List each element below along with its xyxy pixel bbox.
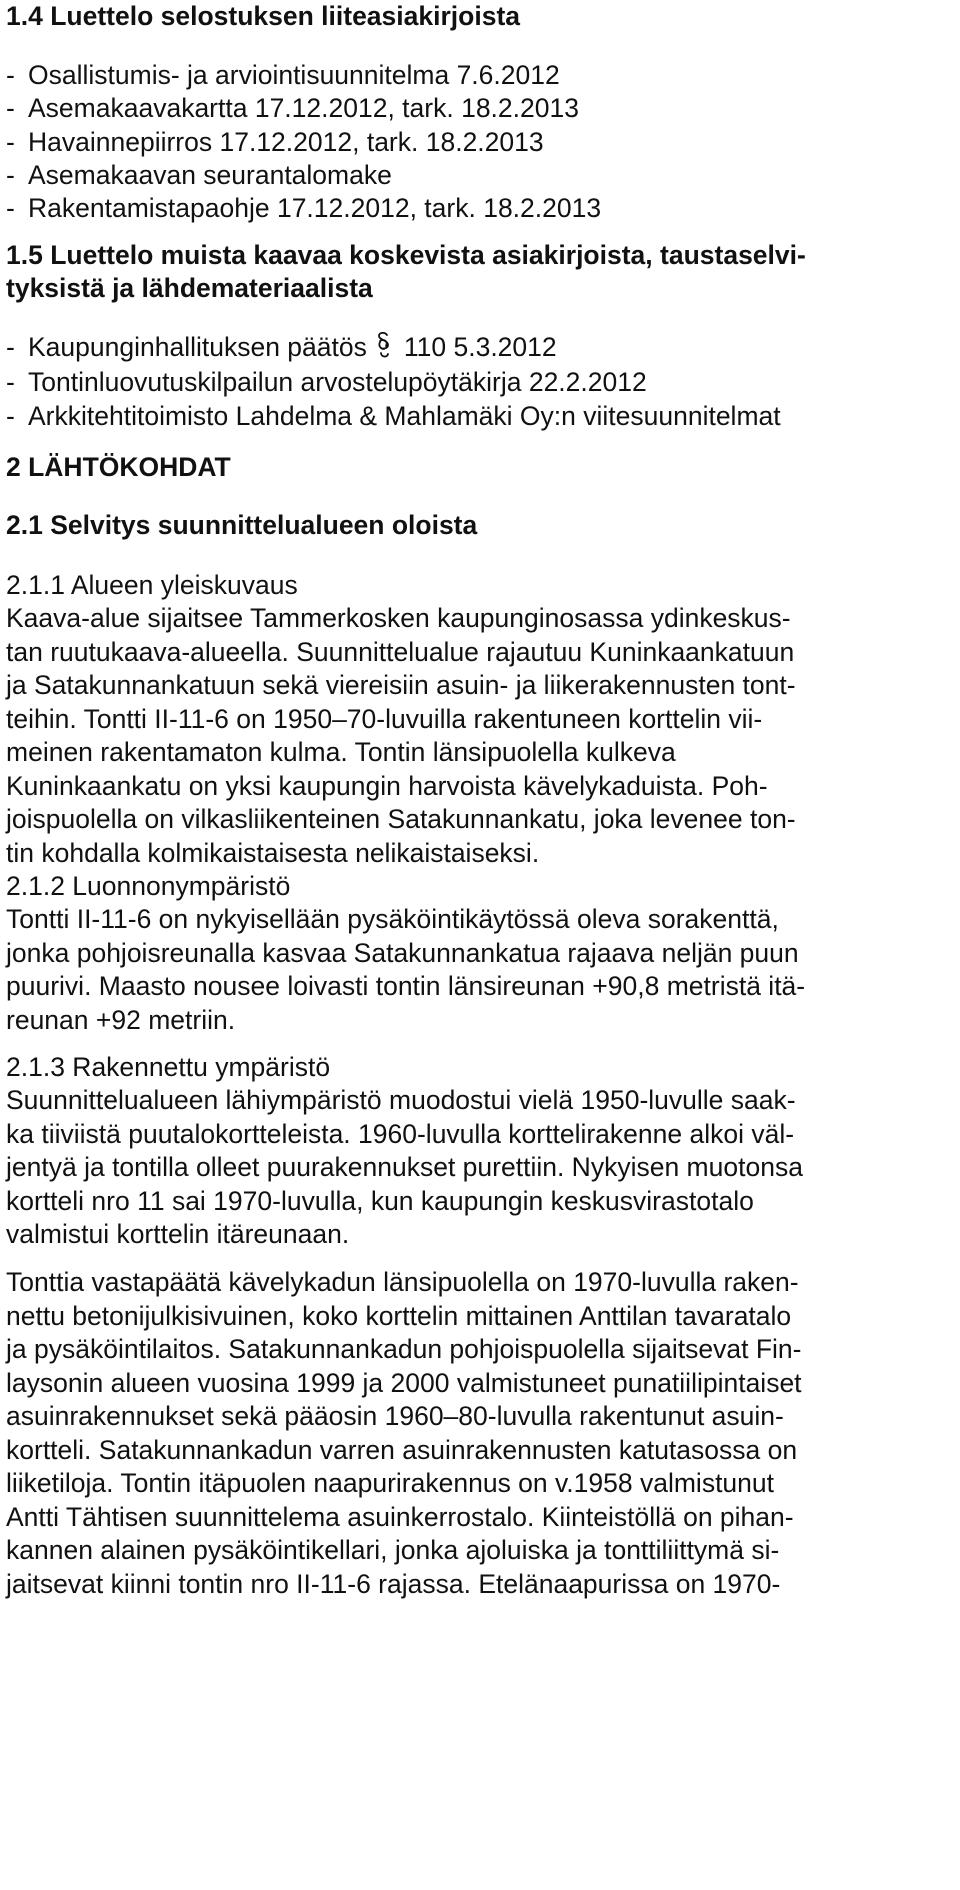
list-item: - Havainnepiirros 17.12.2012, tark. 18.2.2013 bbox=[6, 126, 601, 159]
list-dash: - bbox=[6, 93, 15, 124]
list-item: - Asemakaavakartta 17.12.2012, tark. 18.2.2013 bbox=[6, 92, 601, 125]
section-2-1-1-heading: 2.1.1 Alueen yleiskuvaus bbox=[6, 570, 298, 600]
list-dash: - bbox=[6, 400, 15, 431]
attachments-list bbox=[6, 59, 601, 225]
section-2-1-3-paragraph: Tonttia vastapäätä kävelykadun länsipuolella on 1970-luvulla raken- nettu betonijulkisivuinen, koko korttelin mittainen Anttilan tavaratalo ja pysäköintilaitos. Satakunnankadun pohjoispuolella sijaitsevat Fin- laysonin alueen vuosina 1999 ja 2000 valmistuneet punatiilipintaiset asuinrakennukset sekä pääosin 1960–80-luvulla rakentunut asuin- kortteli. Satakunnankadun varren asuinrakennusten katutasossa on liiketiloja. Tontin itäpuolen naapurirakennus on v.1958 valmistunut Antti Tähtisen suunnittelema asuinkerrostalo. Kiinteistöllä on pihan- kannen alainen pysäköintikellari, jonka ajoluiska ja tonttiliittymä si- jaitsevat kiinni tontin nro II-11-6 rajassa. Etelänaapurissa on 1970- bbox=[6, 1267, 802, 1599]
section-2-1-2-body: Tontti II-11-6 on nykyisellään pysäköintikäytössä oleva sorakenttä, jonka pohjoisreunalla kasvaa Satakunnankatua rajaava neljän puun puurivi. Maasto nousee loivasti tontin länsireunan +90,8 metristä itä- reunan +92 metriin. bbox=[6, 904, 806, 1035]
list-item: - Arkkitehtitoimisto Lahdelma & Mahlamäki Oy:n viitesuunnitelmat bbox=[6, 400, 781, 433]
list-item: - Rakentamistapaohje 17.12.2012, tark. 18.2.2013 bbox=[6, 192, 601, 225]
section-2-1-3-heading: 2.1.3 Rakennettu ympäristö bbox=[6, 1052, 331, 1082]
list-dash: - bbox=[6, 332, 15, 362]
list-item: - Tontinluovutuskilpailun arvostelupöytäkirja 22.2.2012 bbox=[6, 366, 781, 399]
list-dash: - bbox=[6, 367, 15, 398]
section-2-1-1-body: Kaava-alue sijaitsee Tammerkosken kaupunginosassa ydinkeskus- tan ruutukaava-alueella. Suunnittelualue rajautuu Kuninkaankatuun ja Satakunnankatuun sekä viereisiin asuin- ja liikerakennusten tont- teihin. Tontti II-11-6 on 1950–70-luvuilla rakentuneen korttelin vii- meinen rakentamaton kulma. Tontin länsipuolella kulkeva Kuninkaankatu on yksi kaupungin harvoista kävelykaduista. Poh- joispuolella on vilkasliikenteinen Satakunnankatu, joka levenee ton- tin kohdalla kolmikaistaisesta nelikaistaiseksi. bbox=[6, 603, 796, 868]
list-dash: - bbox=[6, 60, 15, 90]
list-dash: - bbox=[6, 126, 15, 157]
section-2-1-2-heading: 2.1.2 Luonnonympäristö bbox=[6, 871, 291, 901]
list-item: - Kaupunginhallituksen päätös 110 5.3.2012 bbox=[6, 331, 781, 366]
list-dash: - bbox=[6, 159, 15, 190]
section-2-1-3-paragraph: Suunnittelualueen lähiympäristö muodostui vielä 1950-luvulle saak- ka tiiviistä puutalokortteleista. 1960-luvulla korttelirakenne alkoi väl- jentyä ja tontilla olleet puurakennukset purettiin. Nykyisen muotonsa kortteli nro 11 sai 1970-luvulla, kun kaupungin keskusvirastotalo valmistui korttelin itäreunaan. bbox=[6, 1085, 803, 1249]
section-2-1-heading: 2.1 Selvitys suunnittelualueen oloista bbox=[6, 510, 478, 540]
section-1-4-heading: 1.4 Luettelo selostuksen liiteasiakirjoista bbox=[6, 1, 521, 31]
other-documents-list bbox=[6, 331, 781, 433]
list-dash: - bbox=[6, 193, 15, 224]
section-1-5-heading: 1.5 Luettelo muista kaavaa koskevista asiakirjoista, taustaselvi- tyksistä ja lähdemateriaalista bbox=[6, 240, 806, 303]
chapter-2-heading: 2 LÄHTÖKOHDAT bbox=[6, 452, 231, 482]
paragraph-sign-icon bbox=[377, 332, 390, 366]
list-item: - Asemakaavan seurantalomake bbox=[6, 159, 601, 192]
list-item: - Osallistumis- ja arviointisuunnitelma 7.6.2012 bbox=[6, 59, 601, 92]
